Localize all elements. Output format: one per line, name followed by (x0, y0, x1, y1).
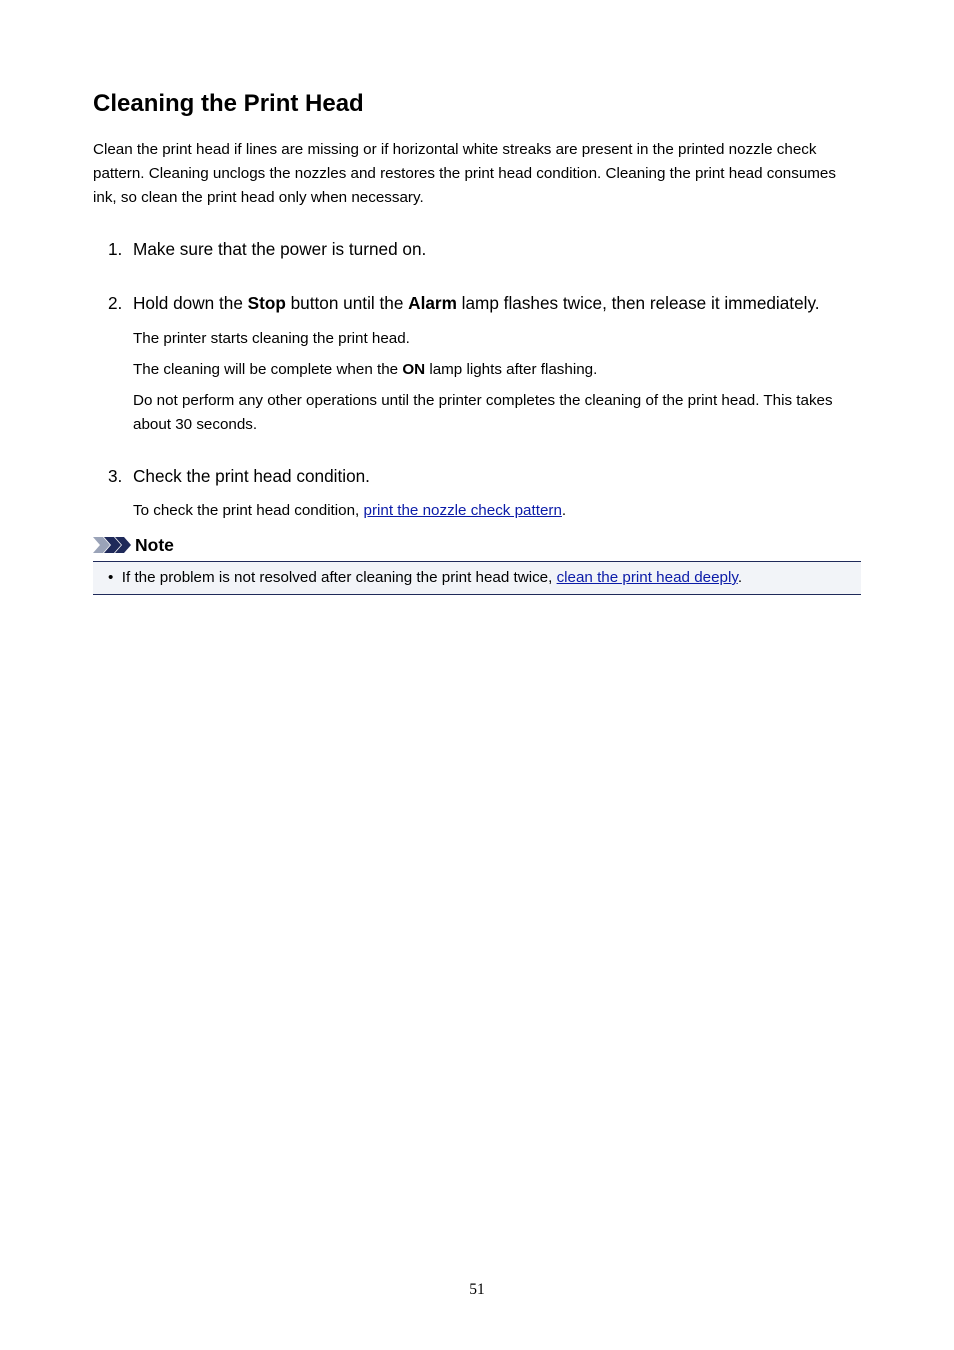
note-chevrons-icon (93, 537, 131, 553)
stop-button-name: Stop (247, 293, 286, 313)
step-2-detail-1: The printer starts cleaning the print head. (133, 330, 410, 347)
step-2-detail-2 (133, 358, 861, 382)
note-title: Note (135, 535, 174, 555)
step-text: button until the (285, 293, 409, 313)
clean-print-head-deeply-link[interactable]: clean the print head deeply (556, 569, 738, 586)
step-number: 2. (108, 293, 123, 313)
detail-text: . (561, 502, 567, 519)
page-title: Cleaning the Print Head (93, 90, 364, 117)
step-3-detail (133, 499, 861, 523)
step-text: Check the print head condition. (133, 466, 370, 486)
step-1 (108, 238, 861, 260)
detail-text: lamp lights after flashing. (425, 361, 598, 378)
step-number: 3. (108, 466, 123, 486)
note-text: . (737, 569, 743, 586)
note-text: If the problem is not resolved after cleaning the print head twice, (121, 569, 557, 586)
detail-text: The cleaning will be complete when the (133, 361, 403, 378)
step-2-detail-3: Do not perform any other operations until the printer completes the cleaning of the print head. This takes about 30 seconds. (133, 392, 833, 433)
note-header (93, 533, 174, 557)
bullet: • (108, 569, 114, 586)
nozzle-check-pattern-link[interactable]: print the nozzle check pattern (363, 502, 562, 519)
step-text: Make sure that the power is turned on. (133, 239, 427, 259)
alarm-lamp-name: Alarm (408, 293, 457, 313)
step-3 (108, 465, 861, 487)
on-lamp-name: ON (402, 361, 426, 378)
step-text: Hold down the (133, 293, 248, 313)
detail-text: To check the print head condition, (133, 502, 364, 519)
page-number: 51 (469, 1281, 485, 1298)
note-box (93, 561, 861, 595)
note-list-item (108, 566, 742, 590)
intro-paragraph: Clean the print head if lines are missing or if horizontal white streaks are present in the printed nozzle check pattern. Cleaning unclogs the nozzles and restores the print head condition. Cleaning the print head consumes ink, so clean the print head only when necessary. (93, 141, 836, 206)
step-2 (108, 292, 861, 314)
step-text: lamp flashes twice, then release it immediately. (456, 293, 820, 313)
step-number: 1. (108, 239, 123, 259)
